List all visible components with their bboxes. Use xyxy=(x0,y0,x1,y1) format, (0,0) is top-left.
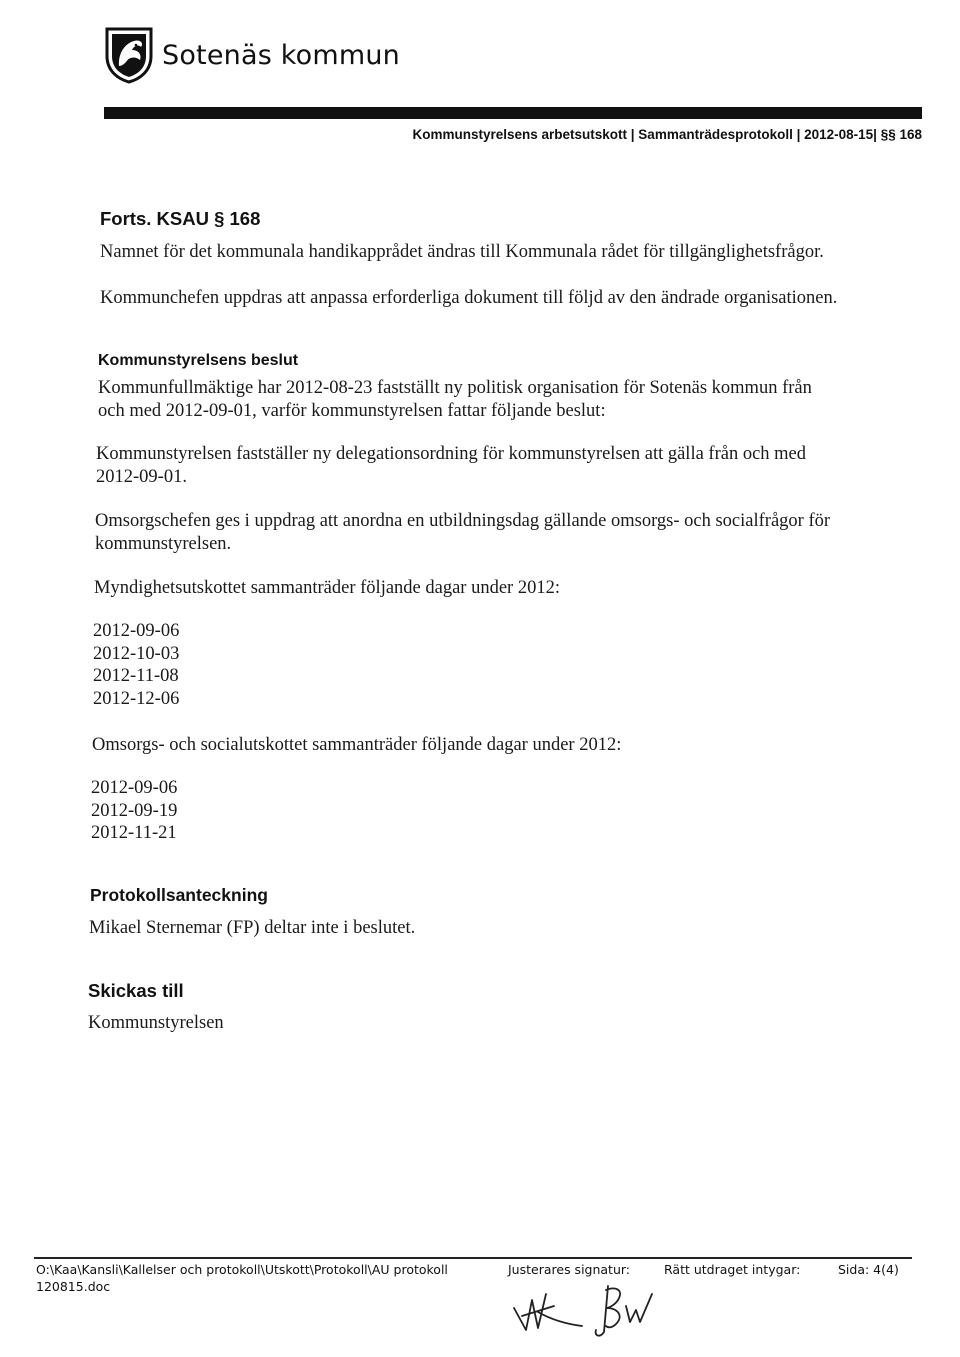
text-line: Mikael Sternemar (FP) deltar inte i beslutet. xyxy=(89,918,416,938)
footer-intygar-label: Rätt utdraget intygar: xyxy=(664,1262,801,1277)
date-item: 2012-10-03 xyxy=(93,643,180,664)
footer-path xyxy=(36,1261,448,1295)
skickas-heading: Skickas till xyxy=(88,980,184,1001)
paragraph xyxy=(88,1012,224,1035)
logo-text: Sotenäs kommun xyxy=(162,39,400,71)
date-item: 2012-09-06 xyxy=(93,621,180,641)
text-line: och med 2012-09-01, varför kommunstyrelsen fattar följande beslut: xyxy=(98,400,606,421)
footer-signatur-label: Justerares signatur: xyxy=(508,1262,631,1277)
text-line: Kommunstyrelsen xyxy=(88,1013,224,1033)
text-line: Kommunfullmäktige har 2012-08-23 fastställt ny politisk organisation för Sotenäs kommun från xyxy=(98,378,812,398)
footer-path-line: 120815.doc xyxy=(36,1279,111,1294)
paragraph xyxy=(96,443,806,488)
date-item: 2012-09-19 xyxy=(91,800,178,821)
date-item: 2012-09-06 xyxy=(91,778,178,798)
text-line: Myndighetsutskottet sammanträder följande dagar under 2012: xyxy=(94,578,560,598)
text-line: Namnet för det kommunala handikapprådet ändras till Kommunala rådet för tillgänglighetsfrågor. xyxy=(100,242,824,262)
section-heading: Forts. KSAU § 168 xyxy=(100,208,261,229)
text-line: 2012-09-01. xyxy=(96,466,187,487)
paragraph xyxy=(94,577,560,600)
paragraph xyxy=(89,917,415,940)
date-item: 2012-11-21 xyxy=(91,823,177,843)
protokoll-heading: Protokollsanteckning xyxy=(90,885,268,905)
text-line: kommunstyrelsen. xyxy=(95,533,232,554)
header-bar xyxy=(104,107,922,119)
date-list xyxy=(93,620,179,710)
text-line: Kommunstyrelsen fastställer ny delegationsordning för kommunstyrelsen att gälla från och med xyxy=(96,444,807,464)
date-item: 2012-12-06 xyxy=(93,688,180,709)
municipal-shield-icon xyxy=(104,26,154,84)
text-line: Omsorgschefen ges i uppdrag att anordna en utbildningsdag gällande omsorgs- och socialfrågor för xyxy=(95,511,831,531)
signature-initials-2 xyxy=(590,1280,670,1342)
date-list xyxy=(91,777,177,845)
paragraph xyxy=(98,377,812,422)
date-item: 2012-11-08 xyxy=(93,666,179,686)
header-title: Kommunstyrelsens arbetsutskott | Sammanträdesprotokoll | 2012-08-15| §§ 168 xyxy=(412,127,922,142)
paragraph xyxy=(100,287,837,310)
footer-path-line: O:\Kaa\Kansli\Kallelser och protokoll\Utskott\Protokoll\AU protokoll xyxy=(36,1262,448,1277)
paragraph xyxy=(92,734,621,757)
footer-divider xyxy=(34,1257,912,1259)
text-line: Omsorgs- och socialutskottet sammanträder följande dagar under 2012: xyxy=(92,735,622,755)
text-line: Kommunchefen uppdras att anpassa erforderliga dokument till följd av den ändrade organisationen. xyxy=(100,288,838,308)
footer-page: Sida: 4(4) xyxy=(838,1262,899,1277)
beslut-heading: Kommunstyrelsens beslut xyxy=(98,352,299,369)
paragraph xyxy=(100,241,824,264)
signature-initials-1 xyxy=(508,1282,590,1342)
paragraph xyxy=(95,510,830,555)
logo xyxy=(104,26,400,84)
